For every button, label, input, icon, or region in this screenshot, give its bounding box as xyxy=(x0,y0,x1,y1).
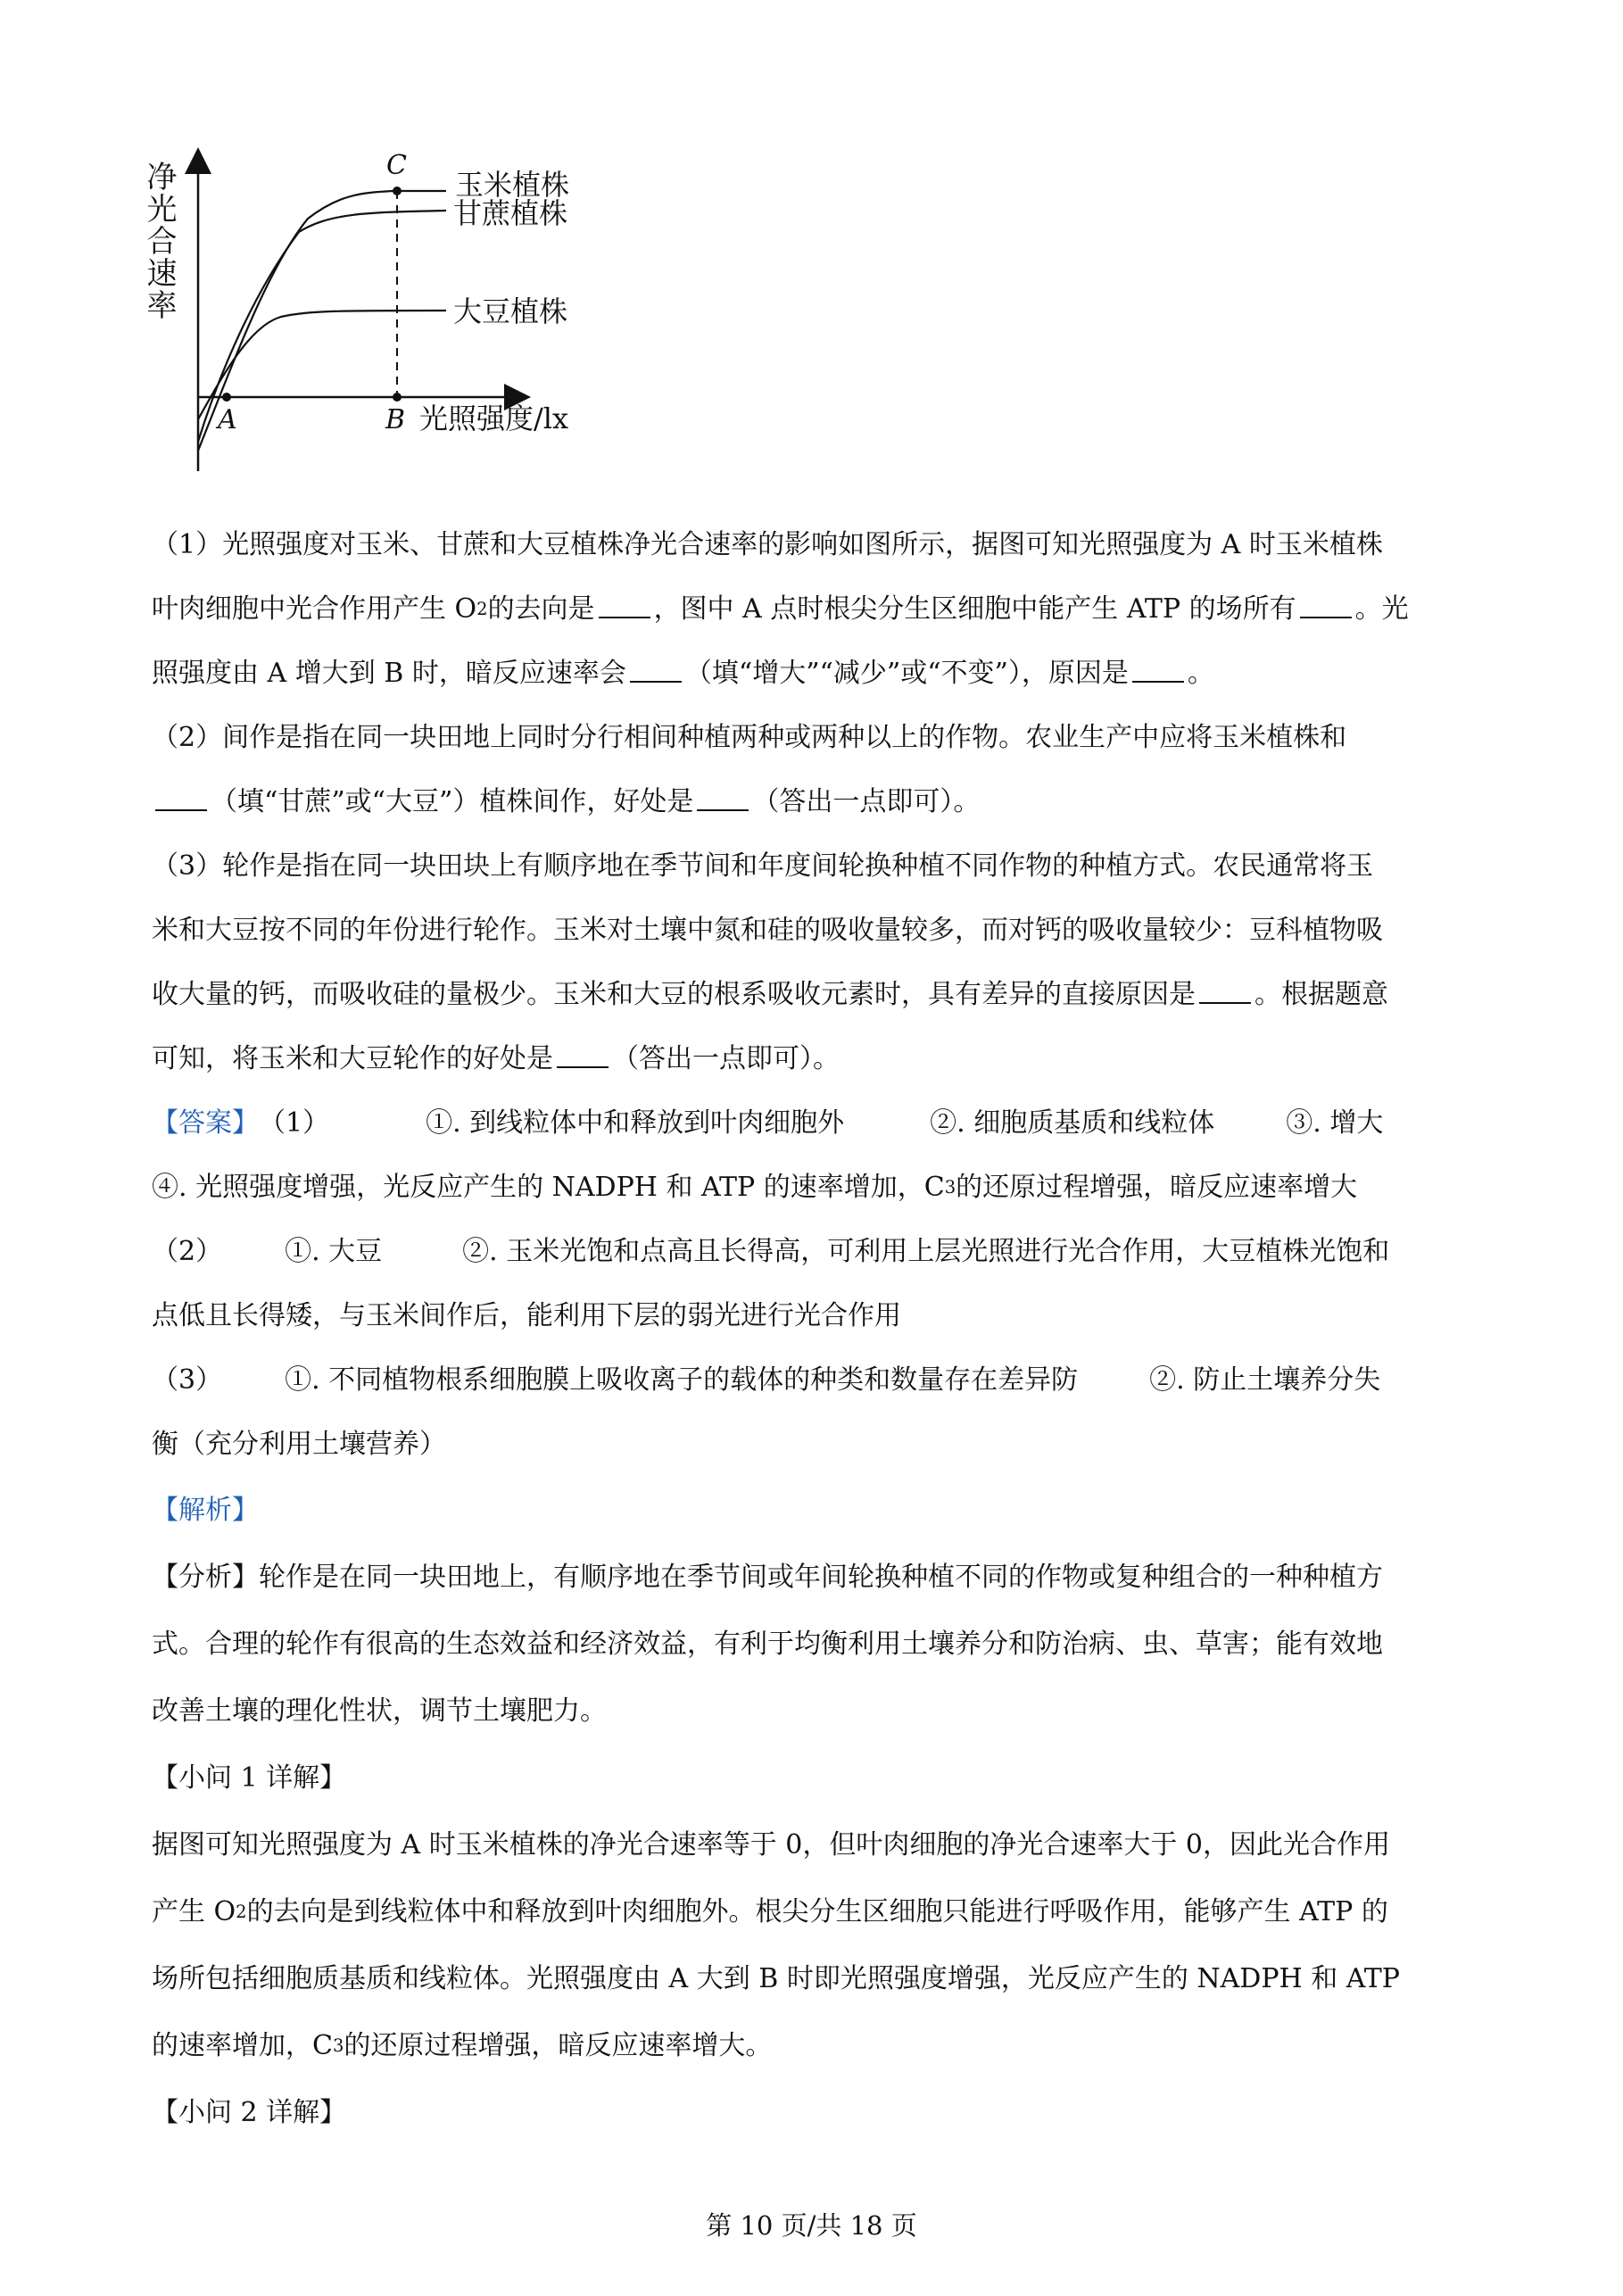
q3-text: 收大量的钙，而吸收硅的量极少。玉米和大豆的根系吸收元素时，具有差异的直接原因是 xyxy=(152,979,1196,1010)
q1-text: 照强度由 A 增大到 B 时，暗反应速率会 xyxy=(152,658,626,689)
point-a-label: A xyxy=(218,404,237,435)
q1-text: 的去向是 xyxy=(487,593,595,625)
section-title: 【小问 2 详解】 xyxy=(152,2097,347,2128)
document-body xyxy=(152,513,1486,2146)
answer-item: ①. 大豆 xyxy=(285,1236,383,1267)
analysis-label: 【解析】 xyxy=(152,1495,259,1526)
answer-line-2 xyxy=(152,1156,1486,1220)
answer-blank xyxy=(1199,975,1251,1004)
analysis-text: 的还原过程增强，暗反应速率增大。 xyxy=(344,2030,773,2061)
q1-text: 。 xyxy=(1187,658,1214,689)
answer-item: 的还原过程增强，暗反应速率增大 xyxy=(956,1172,1358,1203)
answer-blank xyxy=(557,1040,609,1068)
series-label-sugarcane: 甘蔗植株 xyxy=(453,196,568,230)
answer-blank xyxy=(630,654,682,683)
analysis-text: 据图可知光照强度为 A 时玉米植株的净光合速率等于 0，但叶肉细胞的净光合速率大于 0，因此光合作用 xyxy=(152,1829,1390,1861)
answer-part-number: （2） xyxy=(152,1236,223,1267)
answer-item: ④. 光照强度增强，光反应产生的 NADPH 和 ATP 的速率增加，C xyxy=(152,1172,945,1203)
answer-item: ①. 不同植物根系细胞膜上吸收离子的载体的种类和数量存在差异防 xyxy=(285,1364,1079,1396)
analysis-line xyxy=(152,1878,1486,1945)
q3-text: 可知，将玉米和大豆轮作的好处是 xyxy=(152,1043,553,1074)
q2-text: （2）间作是指在同一块田地上同时分行相间种植两种或两种以上的作物。农业生产中应将玉米植株和 xyxy=(152,722,1347,753)
q1-line-3 xyxy=(152,642,1486,706)
answer-blank xyxy=(599,590,650,618)
x-axis-label: 光照强度/lx xyxy=(419,402,569,435)
analysis-line xyxy=(152,1544,1486,1611)
answer-item: ①. 到线粒体中和释放到叶肉细胞外 xyxy=(426,1107,845,1139)
answer-item: ②. 细胞质基质和线粒体 xyxy=(930,1107,1215,1139)
analysis-text: 产生 O xyxy=(152,1896,236,1927)
q3-text: （答出一点即可）。 xyxy=(612,1043,840,1074)
section-title: 【小问 1 详解】 xyxy=(152,1762,347,1794)
series-label-corn: 玉米植株 xyxy=(455,168,570,202)
analysis-line xyxy=(152,1678,1486,1745)
q1-text: 叶肉细胞中光合作用产生 O xyxy=(152,593,477,625)
q1-text: ，图中 A 点时根尖分生区细胞中能产生 ATP 的场所有 xyxy=(653,593,1296,625)
analysis-text: 的去向是到线粒体中和释放到叶肉细胞外。根尖分生区细胞只能进行呼吸作用，能够产生 ATP 的 xyxy=(246,1896,1388,1927)
answer-part-number: （1） xyxy=(259,1107,330,1139)
subquestion-1-title xyxy=(152,1745,1486,1811)
answer-part-number: （3） xyxy=(152,1364,223,1396)
series-label-soybean: 大豆植株 xyxy=(453,294,568,328)
q3-text: 。根据题意 xyxy=(1255,979,1388,1010)
answer-item: 衡（充分利用土壤营养） xyxy=(152,1429,446,1460)
point-c-label: C xyxy=(386,150,407,181)
analysis-line xyxy=(152,2012,1486,2079)
answer-line-1 xyxy=(152,1091,1486,1156)
q3-line-2 xyxy=(152,899,1486,963)
subscript: 3 xyxy=(332,2035,344,2056)
answer-item: 点低且长得矮，与玉米间作后，能利用下层的弱光进行光合作用 xyxy=(152,1300,901,1331)
answer-line-5 xyxy=(152,1348,1486,1413)
y-axis-label: 净光合速率 xyxy=(141,161,177,321)
q2-text: （填“甘蔗”或“大豆”）植株间作，好处是 xyxy=(211,786,694,817)
q3-line-4 xyxy=(152,1027,1486,1091)
answer-item: ②. 玉米光饱和点高且长得高，可利用上层光照进行光合作用，大豆植株光饱和 xyxy=(462,1236,1390,1267)
answer-blank xyxy=(697,783,749,811)
curve-soybean xyxy=(198,311,446,419)
q2-line-1 xyxy=(152,706,1486,770)
answer-label: 【答案】 xyxy=(152,1107,259,1139)
q1-text: （1）光照强度对玉米、甘蔗和大豆植株净光合速率的影响如图所示，据图可知光照强度为 A 时玉米植株 xyxy=(152,529,1383,560)
subscript: 2 xyxy=(236,1902,247,1922)
point-c-dot xyxy=(393,186,402,195)
subscript: 2 xyxy=(476,599,488,619)
q1-line-1 xyxy=(152,513,1486,577)
q1-line-2 xyxy=(152,577,1486,642)
q1-text: （填“增大”“减少”或“不变”），原因是 xyxy=(684,658,1129,689)
answer-item: ③. 增大 xyxy=(1286,1107,1384,1139)
analysis-text: 式。合理的轮作有很高的生态效益和经济效益，有利于均衡利用土壤养分和防治病、虫、草害；能有效地 xyxy=(152,1629,1383,1660)
point-b-dot xyxy=(393,393,402,402)
analysis-text: 的速率增加，C xyxy=(152,2030,333,2061)
answer-line-4 xyxy=(152,1284,1486,1348)
answer-blank xyxy=(1132,654,1184,683)
page-footer: 第 10 页/共 18 页 xyxy=(706,2210,917,2241)
net-photosynthesis-graph xyxy=(125,134,625,491)
analysis-text: 【分析】轮作是在同一块田地上，有顺序地在季节间或年间轮换种植不同的作物或复种组合的一种种植方 xyxy=(152,1562,1383,1593)
analysis-label-line xyxy=(152,1477,1486,1544)
analysis-line xyxy=(152,1811,1486,1878)
answer-blank xyxy=(155,783,207,811)
q1-text: 。光 xyxy=(1354,593,1409,625)
answer-blank xyxy=(1300,590,1352,618)
analysis-line xyxy=(152,1611,1486,1678)
answer-line-6 xyxy=(152,1413,1486,1477)
q3-line-1 xyxy=(152,834,1486,899)
subquestion-2-title xyxy=(152,2079,1486,2146)
q2-line-2 xyxy=(152,770,1486,834)
point-a-dot xyxy=(222,393,231,402)
q2-text: （答出一点即可）。 xyxy=(752,786,981,817)
analysis-text: 场所包括细胞质基质和线粒体。光照强度由 A 大到 B 时即光照强度增强，光反应产生的 NADPH 和 ATP xyxy=(152,1963,1400,1994)
analysis-text: 改善土壤的理化性状，调节土壤肥力。 xyxy=(152,1695,607,1727)
q3-text: （3）轮作是指在同一块田块上有顺序地在季节间和年度间轮换种植不同作物的种植方式。农民通常将玉 xyxy=(152,850,1374,882)
q3-text: 米和大豆按不同的年份进行轮作。玉米对土壤中氮和硅的吸收量较多，而对钙的吸收量较少：豆科植物吸 xyxy=(152,915,1383,946)
answer-line-3 xyxy=(152,1220,1486,1284)
q3-line-3 xyxy=(152,963,1486,1027)
point-b-label: B xyxy=(385,404,406,435)
analysis-line xyxy=(152,1945,1486,2012)
subscript: 3 xyxy=(944,1177,956,1198)
answer-item: ②. 防止土壤养分失 xyxy=(1149,1364,1381,1396)
